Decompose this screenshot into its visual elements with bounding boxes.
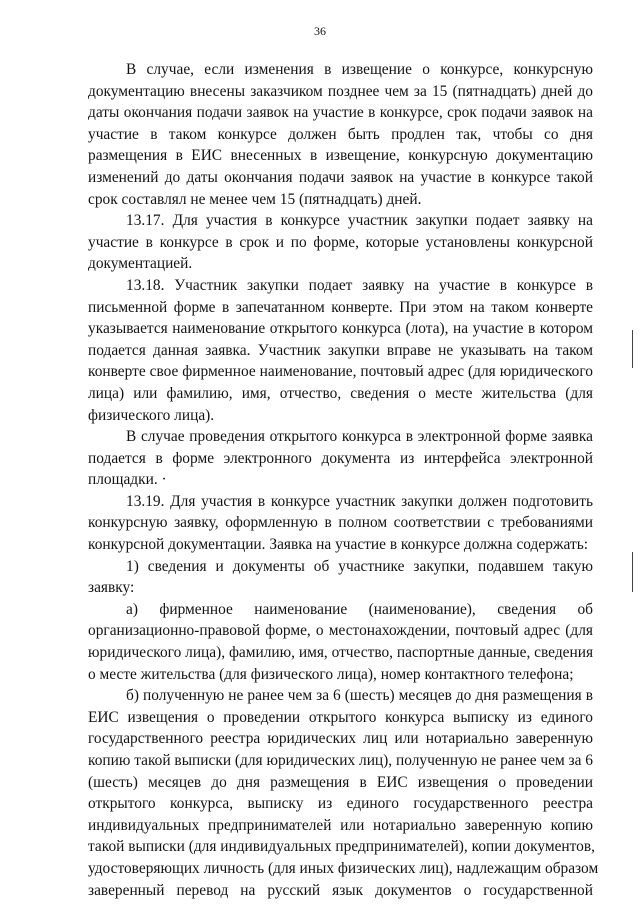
margin-mark — [632, 330, 633, 368]
text-line: участие в конкурсе в срок и по форме, которые установлены конкурсной — [88, 233, 593, 251]
text-line: копию такой выписки (для юридических лиц), полученную не ранее чем за 6 — [88, 752, 593, 769]
text-line: такой выписки (для индивидуальных предпринимателей), копии документов, — [88, 838, 595, 856]
text-line: изменений до даты окончания подачи заявок на участие в конкурсе такой — [88, 168, 593, 186]
text-line: конкурсную заявку, оформленную в полном соответствии с требованиями — [88, 514, 593, 532]
text-line: открытого конкурса, выписку из единого государственного реестра — [88, 795, 593, 813]
text-line: конверте свое фирменное наименование, почтовый адрес (для юридического — [88, 363, 593, 381]
text-line: документацию внесены заказчиком позднее чем за 15 (пятнадцать) дней до — [88, 82, 593, 100]
text-line: подается данная заявка. Участник закупки вправе не указывать на таком — [88, 341, 593, 359]
document-body — [88, 59, 599, 901]
margin-mark — [632, 552, 633, 592]
page-number: 36 — [314, 24, 326, 38]
text-line: лица) или фамилию, имя, отчество, сведения о месте жительства (для — [88, 384, 593, 402]
text-line: конкурсной документации. Заявка на участие в конкурсе должна содержать: — [88, 536, 588, 554]
text-line: участие в таком конкурсе должен быть продлен так, чтобы со дня — [88, 125, 593, 143]
text-line: размещения в ЕИС внесенных в извещение, конкурсную документацию — [88, 147, 593, 165]
text-line: документацией. — [88, 255, 193, 273]
text-line: срок составлял не менее чем 15 (пятнадцать) дней. — [88, 190, 422, 208]
text-line: государственного реестра юридических лиц или нотариально заверенную — [88, 730, 593, 748]
text-line: б) полученную не ранее чем за 6 (шесть) месяцев до дня размещения в — [126, 687, 593, 705]
text-line: заявку: — [88, 579, 135, 597]
text-line: указывается наименование открытого конкурса (лота), на участие в котором — [88, 320, 593, 338]
text-line: о месте жительства (для физического лица), номер контактного телефона; — [88, 665, 574, 683]
text-line: а) фирменное наименование (наименование), сведения об — [126, 600, 593, 618]
text-line: удостоверяющих личность (для иных физических лиц), надлежащим образом — [88, 859, 599, 877]
text-line: 13.19. Для участия в конкурсе участник закупки должен подготовить — [126, 492, 593, 510]
text-line: юридического лица), фамилию, имя, отчество, паспортные данные, сведения — [88, 644, 594, 662]
text-line: 13.18. Участник закупки подает заявку на участие в конкурсе в — [126, 276, 593, 294]
text-line: организационно-правовой форме, о местонахождении, почтовый адрес (для — [88, 622, 593, 640]
text-line: В случае проведения открытого конкурса в электронной форме заявка — [126, 428, 593, 446]
text-line: В случае, если изменения в извещение о конкурсе, конкурсную — [126, 61, 593, 78]
text-line: подается в форме электронного документа из интерфейса электронной — [88, 449, 593, 467]
text-line: физического лица). — [88, 406, 215, 424]
text-line: даты окончания подачи заявок на участие в конкурсе, срок подачи заявок на — [88, 104, 593, 122]
text-line: 13.17. Для участия в конкурсе участник закупки подает заявку на — [126, 212, 593, 230]
text-line: индивидуальных предпринимателей или нотариально заверенную копию — [88, 816, 593, 834]
text-line: площадки. · — [88, 471, 167, 489]
text-line: заверенный перевод на русский язык документов о государственной — [88, 881, 593, 899]
text-line: 1) сведения и документы об участнике закупки, подавшем такую — [126, 557, 593, 575]
text-line: ЕИС извещения о проведении открытого конкурса выписку из единого — [88, 708, 593, 726]
text-line: письменной форме в запечатанном конверте. При этом на таком конверте — [88, 298, 593, 316]
text-line: (шесть) месяцев до дня размещения в ЕИС извещения о проведении — [88, 773, 593, 791]
